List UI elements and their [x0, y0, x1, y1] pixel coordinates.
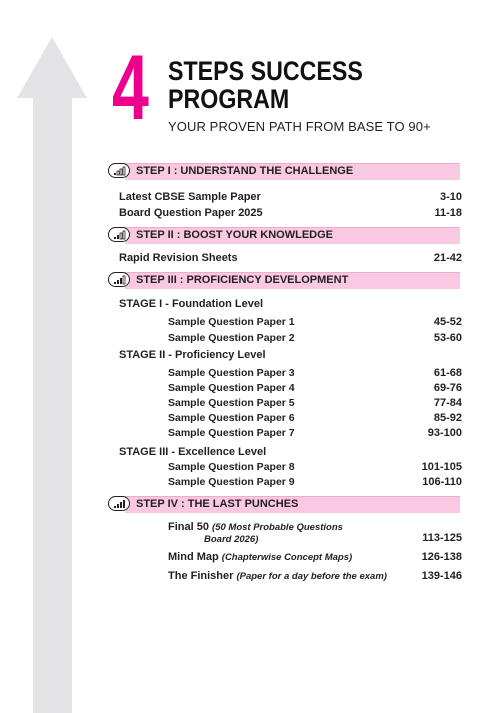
page-subtitle: YOUR PROVEN PATH FROM BASE TO 90+ [168, 119, 431, 134]
entry-title: Final 50 [168, 521, 209, 533]
paper-pages: 101-105 [421, 461, 462, 473]
paper-title: Sample Question Paper 6 [168, 412, 295, 424]
entry-note-continued: Board 2026) [204, 534, 259, 545]
toc-entry-title: Board Question Paper 2025 [119, 207, 263, 219]
toc-entry-pages: 11-18 [434, 207, 462, 219]
paper-title: Sample Question Paper 4 [168, 382, 295, 394]
stage-label: STAGE III - Excellence Level [119, 446, 267, 458]
big-number-four: 4 [112, 37, 148, 139]
background-arrow [0, 0, 100, 713]
toc-entry-pages: 3-10 [439, 191, 462, 203]
toc-entry-pages: 113-125 [422, 532, 462, 544]
stage-label: STAGE I - Foundation Level [119, 298, 264, 310]
paper-title: Sample Question Paper 9 [168, 476, 295, 488]
toc-entry-title: Latest CBSE Sample Paper [119, 191, 261, 203]
paper-pages: 93-100 [427, 427, 462, 439]
toc-entry-pages: 21-42 [433, 252, 462, 264]
entry-note: (50 Most Probable Questions [212, 522, 343, 533]
paper-pages: 77-84 [433, 397, 462, 409]
entry-title: Mind Map [168, 551, 219, 563]
signal-1-icon [108, 163, 130, 178]
paper-pages: 106-110 [422, 476, 462, 488]
page-title-line2: PROGRAM [168, 84, 290, 114]
toc-entry-pages: 139-146 [421, 570, 462, 582]
paper-title: Sample Question Paper 8 [168, 461, 295, 473]
step-4-label: STEP IV : THE LAST PUNCHES [136, 498, 299, 510]
toc-entry-mind-map [168, 550, 352, 565]
signal-2-icon [108, 227, 130, 242]
entry-note: (Chapterwise Concept Maps) [221, 552, 353, 563]
paper-pages: 53-60 [433, 332, 462, 344]
signal-3-icon [108, 272, 130, 287]
step-3-label: STEP III : PROFICIENCY DEVELOPMENT [136, 274, 349, 286]
stage-label: STAGE II - Proficiency Level [119, 349, 266, 361]
paper-title: Sample Question Paper 2 [168, 332, 295, 344]
paper-title: Sample Question Paper 5 [168, 397, 295, 409]
toc-entry-pages: 126-138 [421, 551, 462, 563]
paper-title: Sample Question Paper 1 [168, 316, 295, 328]
paper-pages: 61-68 [433, 367, 462, 379]
paper-title: Sample Question Paper 3 [168, 367, 295, 379]
paper-pages: 69-76 [433, 382, 462, 394]
paper-pages: 85-92 [433, 412, 462, 424]
entry-title: The Finisher [168, 570, 234, 582]
toc-entry-finisher [168, 569, 387, 584]
paper-pages: 45-52 [433, 316, 462, 328]
paper-title: Sample Question Paper 7 [168, 427, 295, 439]
entry-note: (Paper for a day before the exam) [236, 571, 387, 582]
step-2-label: STEP II : BOOST YOUR KNOWLEDGE [136, 229, 334, 241]
toc-entry-title: Rapid Revision Sheets [119, 252, 238, 264]
signal-4-icon [108, 496, 130, 511]
page-title-line1: STEPS SUCCESS [168, 56, 363, 86]
step-1-label: STEP I : UNDERSTAND THE CHALLENGE [136, 165, 354, 177]
